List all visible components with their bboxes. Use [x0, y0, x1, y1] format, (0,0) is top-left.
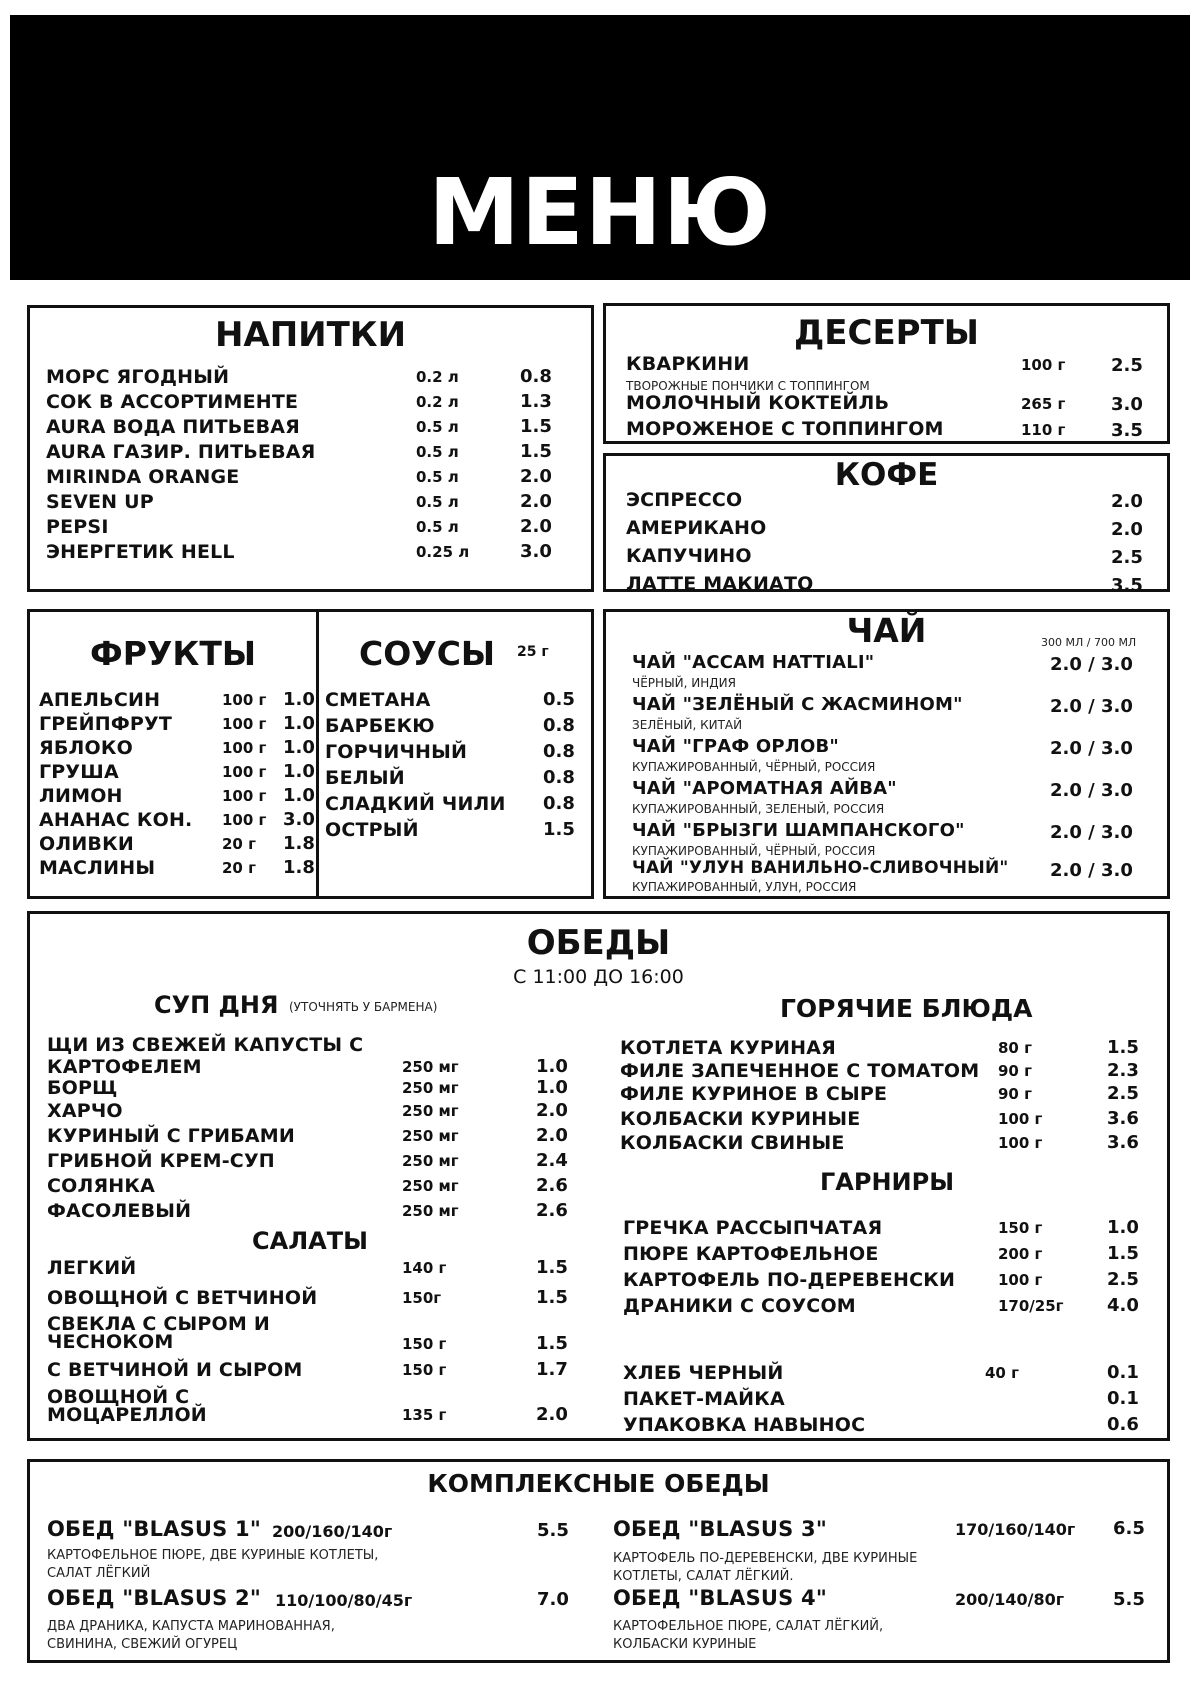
coffee-section — [603, 453, 1170, 596]
list-item: МОРС ЯГОДНЫЙ 0.2 л 0.8 — [46, 366, 552, 388]
sides-title: ГАРНИРЫ — [820, 1168, 955, 1196]
list-item: МАСЛИНЫ 20 г 1.8 — [39, 857, 315, 879]
list-item: ФАСОЛЕВЫЙ 250 мг 2.6 — [47, 1200, 568, 1222]
list-item: СМЕТАНА 0.5 — [325, 689, 575, 711]
list-item: ЭНЕРГЕТИК HELL 0.25 л 3.0 — [46, 541, 552, 563]
page-title: МЕНЮ — [428, 159, 772, 266]
list-item: ОБЕД "BLASUS 2" 110/100/80/45г 7.0 — [47, 1586, 569, 1610]
list-item: КАПУЧИНО 2.5 — [626, 545, 1143, 568]
list-item: AURA ВОДА ПИТЬЕВАЯ 0.5 л 1.5 — [46, 416, 552, 438]
soup-title: СУП ДНЯ — [154, 991, 279, 1019]
sauces-weight: 25 г — [517, 644, 549, 660]
list-item: МОРОЖЕНОЕ С ТОППИНГОМ 110 г 3.5 — [626, 418, 1143, 441]
list-item: ЭСПРЕССО 2.0 — [626, 489, 1143, 512]
combo-desc: КАРТОФЕЛЬНОЕ ПЮРЕ, ДВЕ КУРИНЫЕ КОТЛЕТЫ, САЛАТ ЛЁГКИЙ — [47, 1548, 379, 1581]
list-item: ЧАЙ "БРЫЗГИ ШАМПАНСКОГО" 2.0 / 3.0 — [632, 820, 1133, 843]
list-item: КАРТОФЕЛЬ ПО-ДЕРЕВЕНСКИ 100 г 2.5 — [623, 1269, 1139, 1291]
list-item: ГРЕЧКА РАССЫПЧАТАЯ 150 г 1.0 — [623, 1217, 1139, 1239]
list-item: СОК В АССОРТИМЕНТЕ 0.2 л 1.3 — [46, 391, 552, 413]
list-item: ОБЕД "BLASUS 3" 170/160/140г 6.5 — [613, 1517, 1145, 1541]
combo-section — [27, 1459, 1170, 1663]
list-item: ОЛИВКИ 20 г 1.8 — [39, 833, 315, 855]
list-item: ОВОЩНОЙ С ВЕТЧИНОЙ 150г 1.5 — [47, 1287, 568, 1309]
tea-volume: 300 МЛ / 700 МЛ — [1041, 636, 1137, 649]
list-item: КОЛБАСКИ КУРИНЫЕ 100 г 3.6 — [620, 1108, 1139, 1130]
list-item: SEVEN UP 0.5 л 2.0 — [46, 491, 552, 513]
list-item: ХАРЧО 250 мг 2.0 — [47, 1100, 568, 1122]
soup-note: (УТОЧНЯТЬ У БАРМЕНА) — [289, 1000, 438, 1014]
list-item: АПЕЛЬСИН 100 г 1.0 — [39, 689, 315, 711]
list-item: БАРБЕКЮ 0.8 — [325, 715, 575, 737]
combo-desc: КАРТОФЕЛЬ ПО-ДЕРЕВЕНСКИ, ДВЕ КУРИНЫЕ КОТЛЕТЫ, САЛАТ ЛЁГКИЙ. — [613, 1551, 918, 1584]
list-item: ЧАЙ "АССАМ HATTIALI" 2.0 / 3.0 — [632, 652, 1133, 675]
list-item: ГРУША 100 г 1.0 — [39, 761, 315, 783]
list-item: ЛЕГКИЙ 140 г 1.5 — [47, 1257, 568, 1279]
list-item: С ВЕТЧИНОЙ И СЫРОМ 150 г 1.7 — [47, 1359, 568, 1381]
list-item: КОТЛЕТА КУРИНАЯ 80 г 1.5 — [620, 1037, 1139, 1059]
desserts-section — [603, 303, 1170, 444]
list-item: ФИЛЕ ЗАПЕЧЕННОЕ С ТОМАТОМ 90 г 2.3 — [620, 1060, 1139, 1082]
list-item: ЧАЙ "АРОМАТНАЯ АЙВА" 2.0 / 3.0 — [632, 778, 1133, 801]
list-item: ЩИ ИЗ СВЕЖЕЙ КАПУСТЫ С — [47, 1034, 364, 1056]
header-banner — [10, 15, 1190, 280]
section-title: НАПИТКИ — [214, 315, 407, 355]
list-item: КУРИНЫЙ С ГРИБАМИ 250 мг 2.0 — [47, 1125, 568, 1147]
list-item: КАРТОФЕЛЕМ 250 мг 1.0 — [47, 1056, 568, 1078]
list-item: ЧАЙ "УЛУН ВАНИЛЬНО-СЛИВОЧНЫЙ" 2.0 / 3.0 — [632, 858, 1133, 881]
list-item: КВАРКИНИ 100 г 2.5 — [626, 353, 1143, 376]
list-item: ГРИБНОЙ КРЕМ-СУП 250 мг 2.4 — [47, 1150, 568, 1172]
drinks-section — [27, 305, 594, 592]
list-item: ДРАНИКИ С СОУСОМ 170/25г 4.0 — [623, 1295, 1139, 1317]
section-title: ЧАЙ — [846, 611, 927, 650]
list-item: ХЛЕБ ЧЕРНЫЙ 40 г 0.1 — [623, 1362, 1139, 1384]
list-item: БОРЩ 250 мг 1.0 — [47, 1077, 568, 1099]
list-item: ПАКЕТ-МАЙКА 0.1 — [623, 1388, 1139, 1410]
list-item: ЛИМОН 100 г 1.0 — [39, 785, 315, 807]
section-title: КОФЕ — [834, 457, 939, 493]
list-item: PEPSI 0.5 л 2.0 — [46, 516, 552, 538]
section-title: КОМПЛЕКСНЫЕ ОБЕДЫ — [427, 1469, 770, 1498]
list-item: ПЮРЕ КАРТОФЕЛЬНОЕ 200 г 1.5 — [623, 1243, 1139, 1265]
list-item: ЛАТТЕ МАКИАТО 3.5 — [626, 573, 1143, 596]
list-item: MIRINDA ORANGE 0.5 л 2.0 — [46, 466, 552, 488]
list-item: КОЛБАСКИ СВИНЫЕ 100 г 3.6 — [620, 1132, 1139, 1154]
list-item: СОЛЯНКА 250 мг 2.6 — [47, 1175, 568, 1197]
section-title: ДЕСЕРТЫ — [793, 313, 980, 353]
list-item: СВЕКЛА С СЫРОМ И — [47, 1313, 270, 1335]
dessert-note: ТВОРОЖНЫЕ ПОНЧИКИ С ТОППИНГОМ — [626, 379, 870, 393]
list-item: ОБЕД "BLASUS 4" 200/140/80г 5.5 — [613, 1586, 1145, 1610]
combo-desc: ДВА ДРАНИКА, КАПУСТА МАРИНОВАННАЯ, СВИНИНА, СВЕЖИЙ ОГУРЕЦ — [47, 1619, 335, 1652]
list-item: БЕЛЫЙ 0.8 — [325, 767, 575, 789]
list-item: АМЕРИКАНО 2.0 — [626, 517, 1143, 540]
list-item: ЧАЙ "ЗЕЛЁНЫЙ С ЖАСМИНОМ" 2.0 / 3.0 — [632, 694, 1133, 717]
list-item: ЯБЛОКО 100 г 1.0 — [39, 737, 315, 759]
list-item: AURA ГАЗИР. ПИТЬЕВАЯ 0.5 л 1.5 — [46, 441, 552, 463]
list-item: ОБЕД "BLASUS 1" 200/160/140г 5.5 — [47, 1517, 569, 1541]
list-item: ОВОЩНОЙ С — [47, 1386, 190, 1408]
list-item: ЧАЙ "ГРАФ ОРЛОВ" 2.0 / 3.0 — [632, 736, 1133, 759]
list-item: МОЛОЧНЫЙ КОКТЕЙЛЬ 265 г 3.0 — [626, 392, 1143, 415]
sauces-section — [316, 609, 594, 899]
salads-title: САЛАТЫ — [252, 1227, 368, 1255]
fruits-section — [27, 609, 319, 899]
tea-section: ЧАЙ 300 МЛ / 700 МЛ ЧАЙ "АССАМ HATTIALI" 2.0 / 3.0 ЧЁРНЫЙ, ИНДИЯ ЧАЙ "ЗЕЛЁНЫЙ С ЖАСМИНОМ" 2.0 / 3.0 ЗЕЛЁНЫЙ, КИТАЙ ЧАЙ "ГРАФ ОРЛОВ" 2.0 / 3.0 КУПАЖИРОВАННЫЙ, ЧЁРНЫЙ, РОССИЯ ЧАЙ "АРОМАТНАЯ АЙВА" 2.0 / 3.0 КУПАЖИРОВАННЫЙ, ЗЕЛЕНЫЙ, РОССИЯ ЧАЙ "БРЫЗГИ ШАМПАНСКОГО" 2.0 / 3.0 КУПАЖИРОВАННЫЙ, ЧЁРНЫЙ, РОССИЯ ЧАЙ "УЛУН ВАНИЛЬНО-СЛИВОЧНЫЙ" 2.0 / 3.0 КУПАЖИРОВАННЫЙ, УЛУН, РОССИЯ — [603, 609, 1170, 899]
section-title: ФРУКТЫ — [89, 634, 257, 673]
list-item: МОЦАРЕЛЛОЙ 135 г 2.0 — [47, 1404, 568, 1426]
list-item: ГОРЧИЧНЫЙ 0.8 — [325, 741, 575, 763]
list-item: УПАКОВКА НАВЫНОС 0.6 — [623, 1414, 1139, 1436]
list-item: ОСТРЫЙ 1.5 — [325, 819, 575, 841]
list-item: ФИЛЕ КУРИНОЕ В СЫРЕ 90 г 2.5 — [620, 1083, 1139, 1105]
hot-title: ГОРЯЧИЕ БЛЮДА — [780, 994, 1033, 1023]
lunch-hours: С 11:00 ДО 16:00 — [513, 966, 684, 988]
list-item: СЛАДКИЙ ЧИЛИ 0.8 — [325, 793, 575, 815]
list-item: АНАНАС КОН. 100 г 3.0 — [39, 809, 315, 831]
section-title: СОУСЫ — [359, 634, 496, 673]
section-title: ОБЕДЫ — [526, 923, 671, 963]
list-item: ГРЕЙПФРУТ 100 г 1.0 — [39, 713, 315, 735]
list-item: ЧЕСНОКОМ 150 г 1.5 — [47, 1331, 568, 1354]
lunch-section — [27, 911, 1170, 1441]
combo-desc: КАРТОФЕЛЬНОЕ ПЮРЕ, САЛАТ ЛЁГКИЙ, КОЛБАСКИ КУРИНЫЕ — [613, 1619, 884, 1652]
